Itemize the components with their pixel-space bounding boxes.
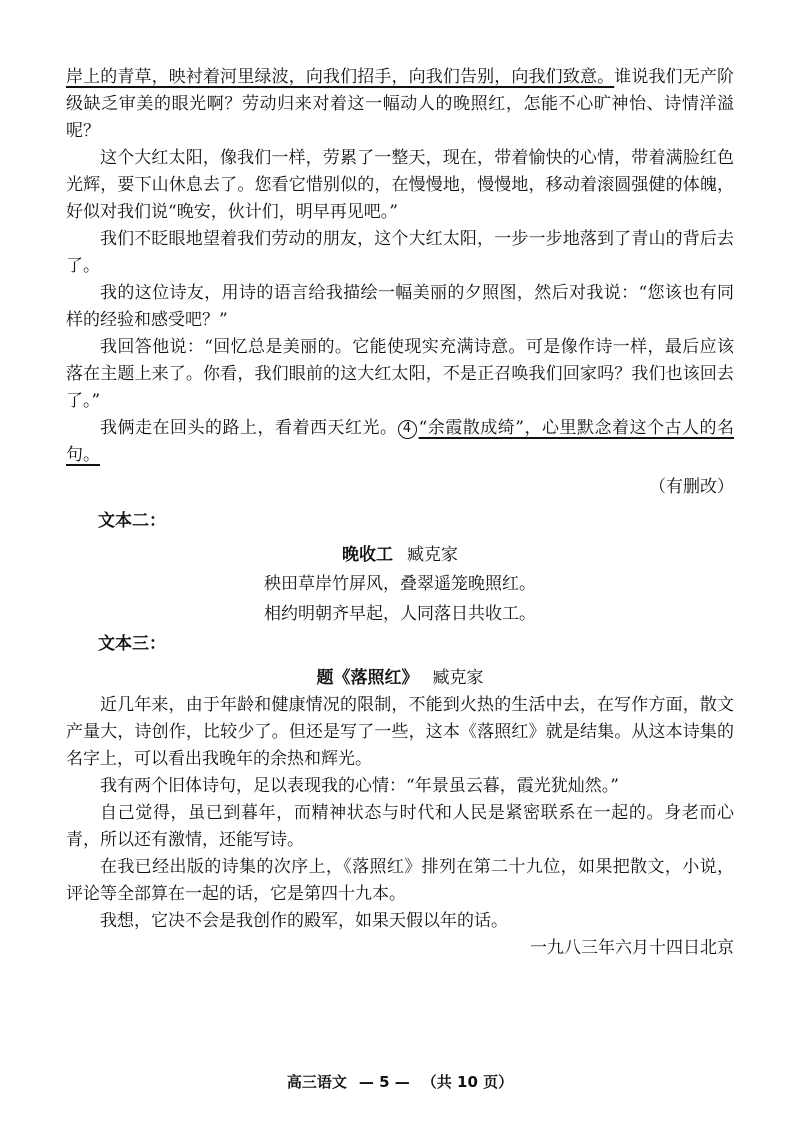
circled-number-4: 4 (398, 420, 417, 439)
underlined-sentence: 岸上的青草，映衬着河里绿波，向我们招手，向我们告别，向我们致意。 (66, 67, 615, 87)
footer-page-number: — 5 — (358, 1073, 410, 1091)
text1-paragraph-3: 我的这位诗友，用诗的语言给我描绘一幅美丽的夕照图，然后对我说：“您该也有同样的经验和感受吧？” (66, 283, 734, 330)
essay-title: 题《落照红》 (316, 668, 419, 688)
paragraph-text: 谁说我们无产阶级缺乏审美的眼光啊？劳动归来对着这一幅动人的晚照红，怎能不心旷神怡、诗情洋溢呢？ (66, 67, 735, 141)
text2-title-line (66, 541, 734, 569)
essay-author: 臧克家 (432, 668, 484, 688)
poem-title: 晚收工 (342, 545, 393, 565)
document-page (66, 64, 734, 962)
footer-total-pages: （共 10 页） (421, 1073, 514, 1091)
text1-paragraph-0 (66, 64, 734, 145)
paragraph-text: 我俩走在回头的路上，看着西天红光。 (100, 418, 398, 438)
poem-line-2: 相约明朝齐早起，人同落日共收工。 (264, 604, 536, 624)
edit-note: （有删改） (649, 477, 734, 497)
poem-author: 臧克家 (407, 545, 458, 565)
text1-paragraph-1: 这个大红太阳，像我们一样，劳累了一整天，现在，带着愉快的心情，带着满脸红色光辉，要下山休息去了。您看它惜别似的，在慢慢地，慢慢地，移动着滚圆强健的体魄，好似对我们说“晚安，伙计们，明早再见吧。” (66, 148, 734, 222)
text3-paragraph-3: 自己觉得，虽已到暮年，而精神状态与时代和人民是紧密联系在一起的。身老而心青，所以还有激情，还能写诗。 (66, 803, 734, 850)
text3-paragraph-5: 我想，它决不会是我创作的殿军，如果天假以年的话。 (100, 911, 508, 931)
text3-label: 文本三： (98, 634, 166, 654)
text1-paragraph-5 (66, 415, 734, 469)
poem-line-1: 秧田草岸竹屏风，叠翠遥笼晚照红。 (264, 574, 536, 594)
text1-paragraph-2: 我们不眨眼地望着我们劳动的朋友，这个大红太阳，一步一步地落到了青山的背后去了。 (66, 229, 734, 276)
text1-paragraph-4: 我回答他说：“回忆总是美丽的。它能使现实充满诗意。可是像作诗一样，最后应该落在主题上来了。你看，我们眼前的这大红太阳，不是正召唤我们回家吗？我们也该回去了。” (66, 337, 734, 411)
underlined-sentence: “余霞散成绮”，心里默念着这个古人的名句。 (66, 418, 734, 465)
text3-paragraph-2: 我有两个旧体诗句，足以表现我的心情：“年景虽云暮，霞光犹灿然。” (100, 776, 619, 796)
date-signature: 一九八三年六月十四日北京 (530, 938, 734, 958)
text3-paragraph-4: 在我已经出版的诗集的次序上，《落照红》排列在第二十九位，如果把散文，小说，评论等全部算在一起的话，它是第四十九本。 (66, 857, 734, 904)
text3-paragraph-1: 近几年来，由于年龄和健康情况的限制，不能到火热的生活中去，在写作方面，散文产量大，诗创作，比较少了。但还是写了一些，这本《落照红》就是结集。从这本诗集的名字上，可以看出我晚年的余热和辉光。 (66, 695, 734, 769)
text3-title-line (66, 664, 734, 692)
footer-subject: 高三语文 (286, 1073, 347, 1091)
text2-label: 文本二： (98, 511, 166, 531)
page-footer (0, 1071, 800, 1092)
